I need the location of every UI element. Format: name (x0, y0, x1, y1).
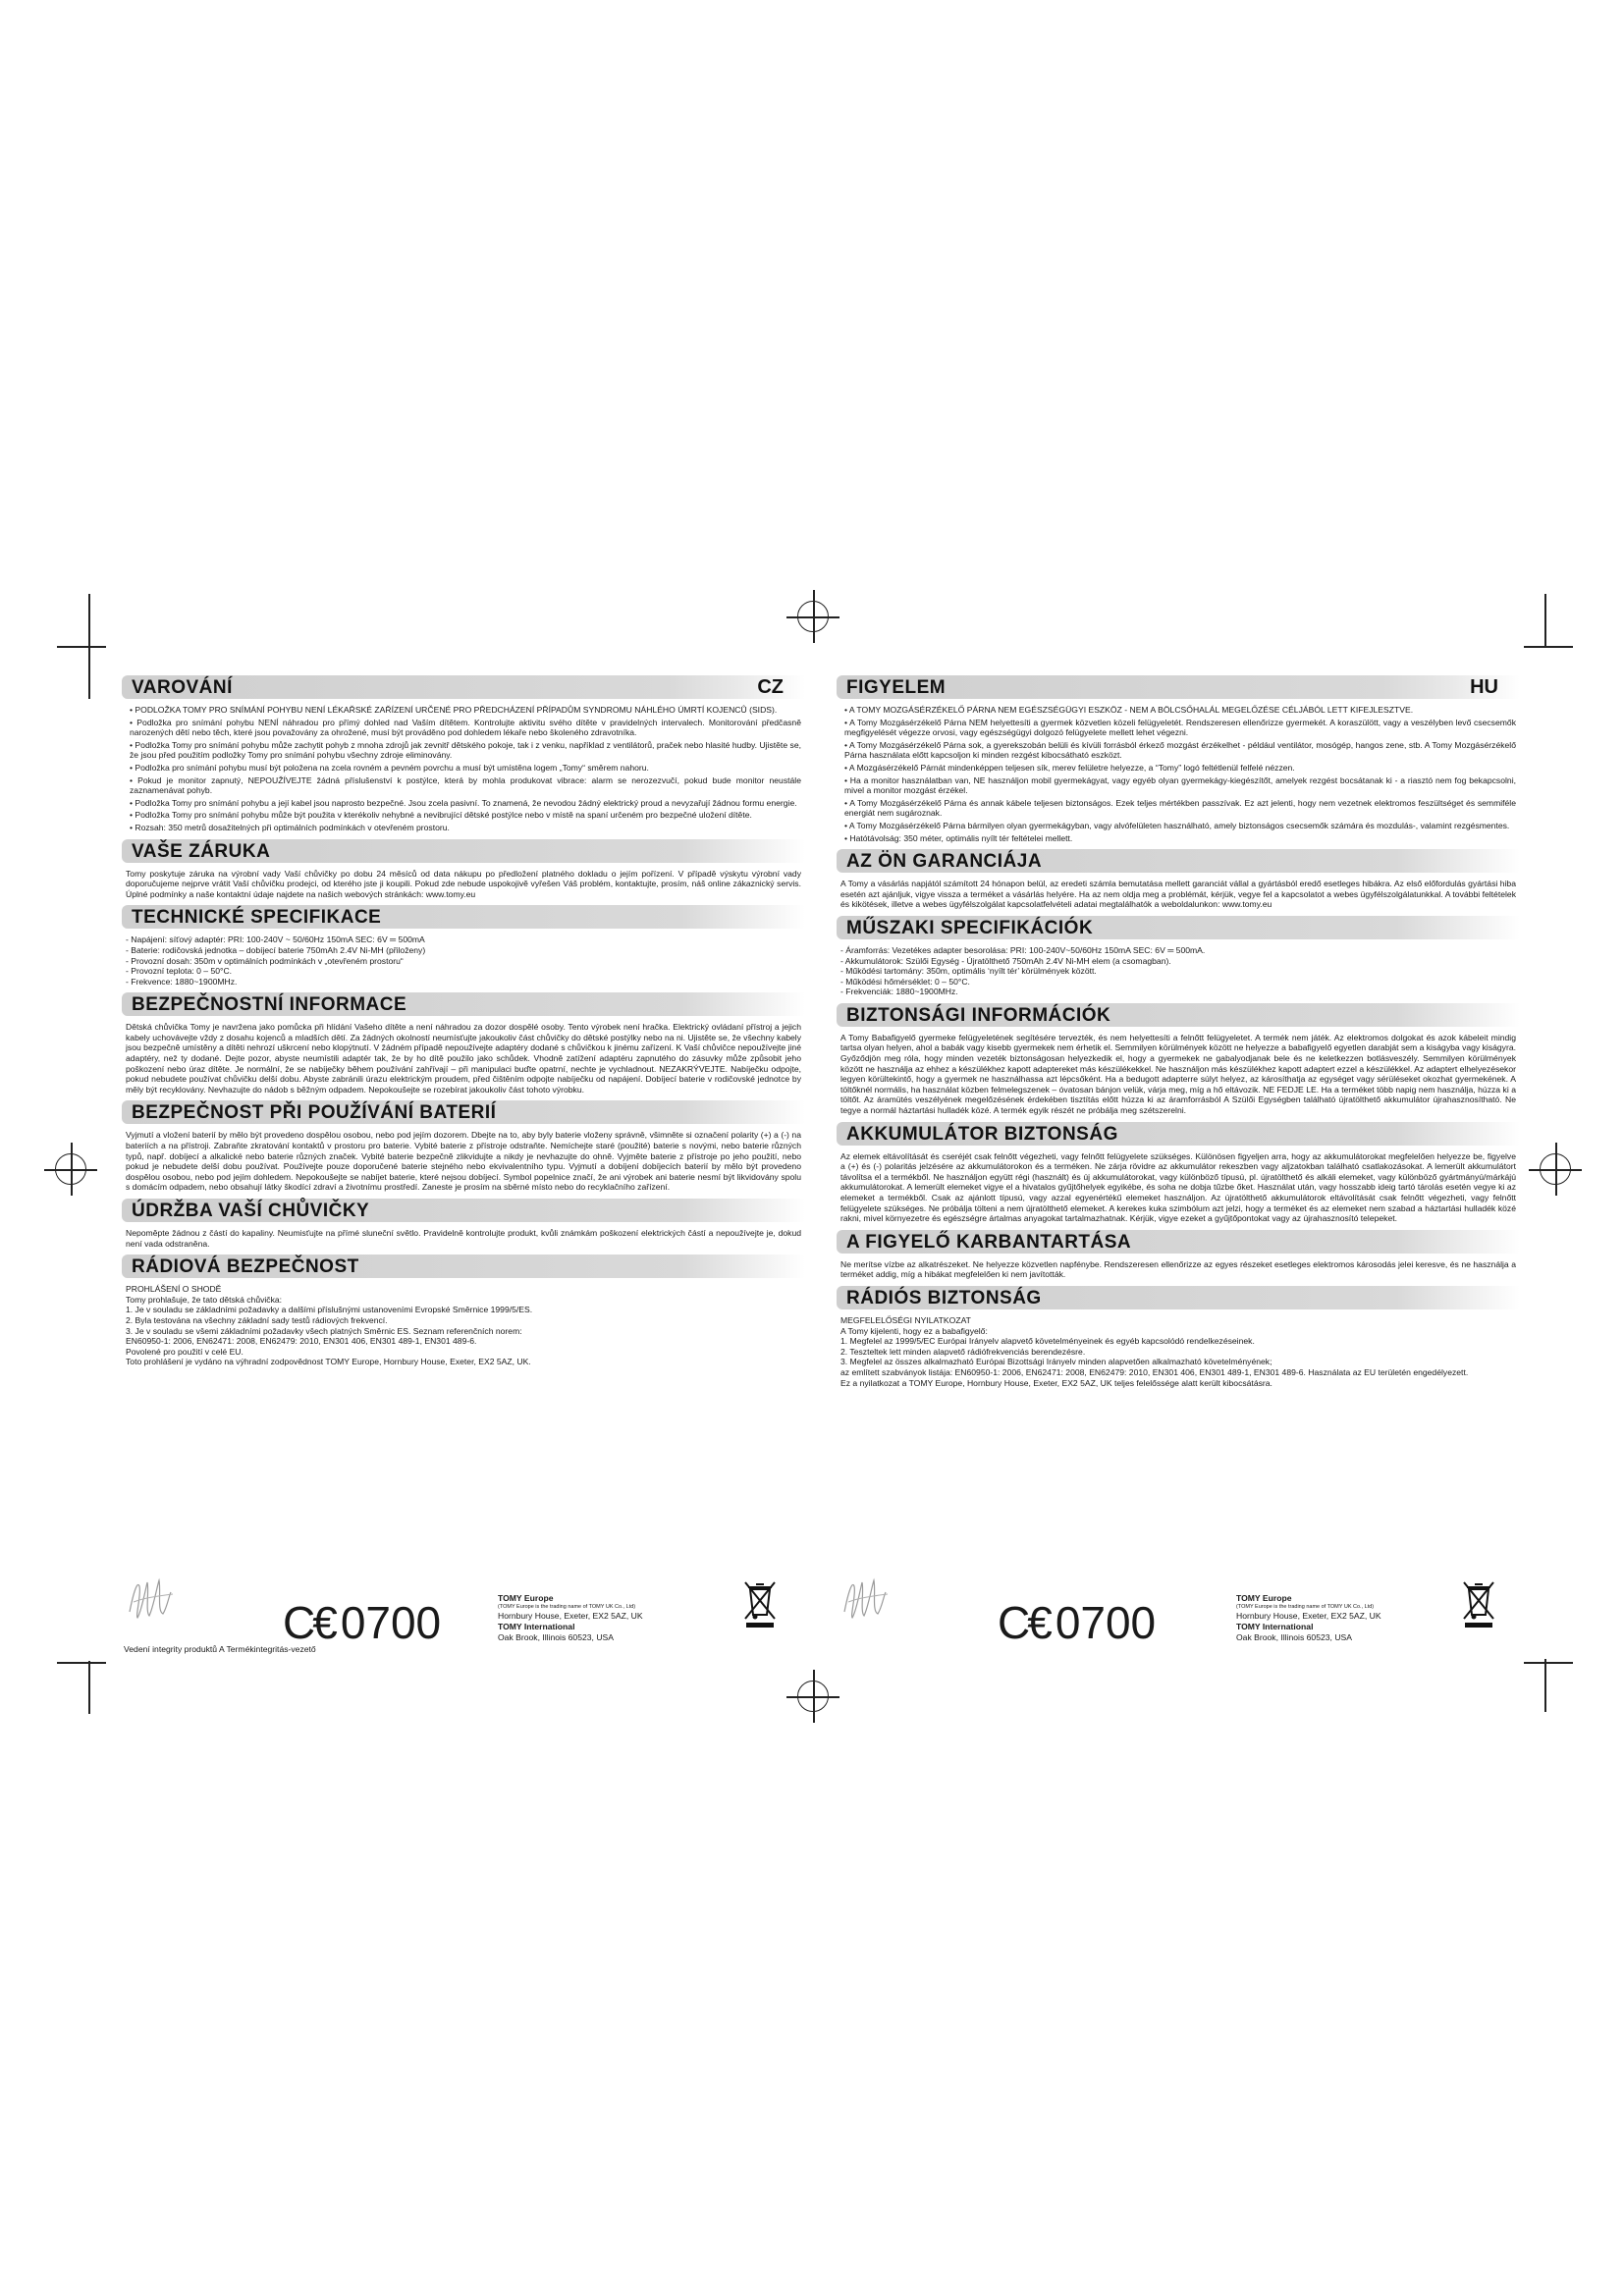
section-header-care (122, 1199, 805, 1222)
spec-line: - Működési hőmérséklet: 0 – 50°C. (840, 976, 970, 987)
declaration-line: A Tomy kijelenti, hogy ez a babafigyelő: (840, 1325, 988, 1336)
section-title: A FIGYELŐ KARBANTARTÁSA (846, 1231, 1132, 1253)
ce-mark (998, 1597, 1157, 1648)
bullet-item: • A Tomy Mozgásérzékelő Párna sok, a gyerekszobán belüli és kívüli forrásból érkező mozgást érzékelhet - például ventilátor, mosógép, hangos zene, stb. A Tomy Mozgásérzékelő Párna használata előtt kapcsoljon ki minden rezgést kibocsátható eszközt. (844, 739, 1516, 761)
declaration-line: az említett szabványok listája: EN60950-1: 2006, EN62471: 2008, EN62479: 2010, EN301 406, EN301 489-1, EN301 489-6. Használata az EU területén engedélyezett. (840, 1366, 1469, 1377)
spec-line: - Provozní dosah: 350m v optimálních podmínkách v „otevřeném prostoru“ (126, 955, 404, 966)
section-header-battery (122, 1100, 805, 1124)
signature-caption: Vedení integrity produktů A Termékintegritás-vezető (124, 1644, 316, 1654)
crop-mark (57, 646, 106, 648)
address-line: Oak Brook, Illinois 60523, USA (1236, 1632, 1352, 1642)
section-header-care (837, 1230, 1520, 1254)
company-address (1236, 1593, 1381, 1643)
section-title: VAROVÁNÍ (132, 677, 233, 698)
section-header-safety (837, 1003, 1520, 1027)
declaration-line: 3. Megfelel az összes alkalmazható Európai Bizottsági Irányelv minden alapvetően alkalmazható követelményének; (840, 1357, 1272, 1367)
spec-line: - Frekvenciák: 1880~1900MHz. (840, 987, 958, 997)
crop-mark (1544, 1659, 1546, 1712)
section-header-radio (837, 1286, 1520, 1309)
address-line: Hornbury House, Exeter, EX2 5AZ, UK (498, 1611, 643, 1621)
notified-body-number: 0700 (1055, 1597, 1157, 1648)
section-body: Nepoměpte žádnou z částí do kapaliny. Neumisťujte na přímé sluneční světlo. Pravidelně kontrolujte produkt, kvůli známkám poškození elektrických částí a nepoužívejte je, dokud není vada odstraněna. (126, 1228, 801, 1249)
declaration-line: Tomy prohlašuje, že tato dětská chůvička: (126, 1294, 283, 1305)
hungarian-footer (837, 1573, 1543, 1661)
company-name: TOMY International (498, 1622, 575, 1631)
section-body: Tomy poskytuje záruka na výrobní vady Vaší chůvičky po dobu 24 měsíců od data nákupu po předložení platného dokladu o jejím pořízení. V případě výskytu výrobní vady doporučujeme nejprve vrátit Vaší chůvičku prodejci, od kterého jste ji koupili. Pokud zde nebude uspokojivě vyřešen Váš problém, kontaktujte, prosím, náš online zákaznický servis. Úplné podmínky a naše kontaktní údaje najdete na našich webových stránkách: www.tomy.eu (126, 868, 801, 899)
notified-body-number: 0700 (340, 1597, 442, 1648)
declaration-line: MEGFELELŐSÉGI NYILATKOZAT (840, 1314, 971, 1325)
bullet-item: • Podložka Tomy pro snímání pohybu a její kabel jsou naprosto bezpečné. Jsou zcela pasivní. To znamená, že nevodou žádný elektrický proud a nevyzařují žádnou formu energie. (130, 797, 797, 808)
crop-mark (88, 594, 90, 647)
section-title: AKKUMULÁTOR BIZTONSÁG (846, 1123, 1118, 1145)
bullet-item: • Rozsah: 350 metrů dosažitelných při optimálních podmínkách v otevřeném prostoru. (130, 822, 450, 832)
declaration-line: 3. Je v souladu se všemi základními požadavky všech platných Směrnic ES. Seznam referenčních norem: (126, 1325, 522, 1336)
registration-mark-icon (797, 601, 829, 632)
ce-symbol: C€ (283, 1597, 335, 1648)
hungarian-column (837, 669, 1520, 1388)
spec-line: - Működési tartomány: 350m, optimális ‘nyílt tér’ körülmények között. (840, 966, 1097, 977)
crop-mark (57, 1662, 106, 1664)
section-header-warranty (122, 839, 805, 863)
crop-mark (1524, 646, 1573, 648)
trading-note: (TOMY Europe is the trading name of TOMY UK Co., Ltd) (498, 1604, 636, 1610)
section-header-safety (122, 992, 805, 1016)
bullet-item: • Podložka pro snímání pohybu musí být položena na zcela rovném a pevném povrchu a musí být umístěna logem „Tomy“ směrem nahoru. (130, 762, 649, 773)
section-body: Vyjmutí a vložení baterií by mělo být provedeno dospělou osobou, nebo pod jejím dozorem. Dbejte na to, aby byly baterie vloženy správně, všimněte si označení polarity (+) a (-) na bateriích a na přístroji. Zabraňte zkratování kontaktů v prostoru pro baterie. Vybité baterie z přístroje odstraňte. Nemíchejte staré (použité) baterie s novými, nebo baterie různých typů, např. dobíjecí a alkalické nebo baterie různých značek. Vybité baterie bezpečně zlikvidujte a nikdy je nevhazujte do ohně. Vyjměte baterie z přístroje po jeho použití, nebo pokud je nebudete delší dobu používat. Používejte pouze doporučené baterie stejného nebo ekvivalentního typu. Vyjmutí a dobíjení dobíjecích baterií by mělo být provedeno dospělou osobou, nebo pod jejím dohledem. Nepokoušejte se nabíjet baterie, které nejsou dobíjecí. Symbol popelnice značí, že ani výrobek ani baterie nesmí být likvidovány spolu s domácím odpadem, nebo obsahují látky škodící zdraví a životnímu prostředí. Zaneste je prosím na sběrné místo nebo do recyklačního zařízení. (126, 1130, 801, 1193)
section-header-warning (122, 675, 805, 699)
declaration-line: 1. Je v souladu se základními požadavky a dalšími příslušnými ustanoveními Evropské Směrnice 1999/5/ES. (126, 1305, 533, 1315)
address-line: Hornbury House, Exeter, EX2 5AZ, UK (1236, 1611, 1381, 1621)
section-body: Az elemek eltávolítását és cseréjét csak felnőtt végezheti, vagy felnőtt felügyelete szükséges. Különösen figyeljen arra, hogy az akkumulátorokat megfelelően helyezze be, figyelve a (+) és (-) polaritás jelzésére az akkumulátorokon és a terméken. Ne zárja rövidre az akkumulátor rekeszben vagy aljzatokban található csatlakozásokat. A lemerült akkumulátort távolítsa el a termékből. Ne használjon együtt régi (használt) és új akkumulátorokat, vagy különböző típusú, pl. újratölthető és alkáli elemeket, vagy különböző gyártmányú/márkájú akkumulátorokat. A lemerült elemeket vigye el a hivatalos gyűjtőhelyek egyikébe, és soha ne dobja tűzbe őket. Használat után, vagy hosszabb ideig tartó tárolás esetén vegye ki az elemeket a termékből. Csak az ajánlott típusú, vagy azzal egyenértékű elemeket használjon. Az újratölthető akkumulátorok eltávolítását csak felnőtt végezheti, vagy felnőtt felügyelete szükséges. Ne próbálja tölteni a nem újratölthető elemeket. A kerekes kuka szimbólum azt jelzi, hogy a terméket és az elemeket nem szabad a háztartási hulladék közé rakni, mivel környezetre és egészségre ártalmas anyagokat tartalmazhatnak. Kérjük, vigye ezeket a gyűjtőpontokat vagy az újrahasznosító telepeket. (840, 1150, 1516, 1224)
section-title: TECHNICKÉ SPECIFIKACE (132, 907, 382, 929)
spec-line: - Akkumulátorok: Szülői Egység - Újratölthető 750mAh 2.4V Ni-MH elem (a csomagban). (840, 955, 1171, 966)
declaration-line: Toto prohlášení je vydáno na výhradní zodpovědnost TOMY Europe, Hornbury House, Exeter, EX2 5AZ, UK. (126, 1357, 531, 1367)
registration-mark-icon (797, 1681, 829, 1712)
czech-footer (122, 1573, 829, 1661)
company-name: TOMY Europe (498, 1593, 554, 1603)
bullet-item: • Podložka Tomy pro snímání pohybu může být použita v kterékoliv nehybné a nevibrující dětské postýlce nebo v místě na spaní určeném pro bezpečné uložení dítěte. (130, 810, 752, 821)
declaration-line: 1. Megfelel az 1999/5/EC Európai Irányelv alapvető követelményeinek és egyéb kapcsolódó rendelkezéseinek. (840, 1336, 1255, 1347)
spec-line: - Frekvence: 1880~1900MHz. (126, 976, 238, 987)
crossed-out-wheelie-bin-icon (1461, 1579, 1496, 1629)
declaration-line: Povolené pro použití v celé EU. (126, 1346, 244, 1357)
registration-mark-icon (55, 1153, 86, 1185)
section-body: Ne merítse vízbe az alkatrészeket. Ne helyezze közvetlen napfénybe. Rendszeresen ellenőrizze az egyes részeket esetleges elektromos károsodás jelei keresve, és ne használja a terméket addig, míg a hibákat megfelelően ki nem javították. (840, 1258, 1516, 1280)
crop-mark (88, 646, 90, 699)
registration-mark-icon (1540, 1153, 1571, 1185)
declaration-line: 2. Byla testována na všechny základní sady testů rádiových frekvencí. (126, 1314, 388, 1325)
bullet-item: • A Tomy Mozgásérzékelő Párna és annak kábele teljesen biztonságos. Ezek teljes mértékben passzívak. Ez azt jelenti, hogy nem vezetnek elektromos feszültséget és semmiféle energiát nem sugároznak. (844, 797, 1516, 819)
spec-line: - Napájení: síťový adaptér: PRI: 100-240V ~ 50/60Hz 150mA SEC: 6V ═ 500mA (126, 934, 425, 945)
declaration-line: EN60950-1: 2006, EN62471: 2008, EN62479: 2010, EN301 406, EN301 489-1, EN301 489-6. (126, 1336, 477, 1347)
section-header-battery (837, 1122, 1520, 1146)
ce-mark (283, 1597, 442, 1648)
ce-symbol: C€ (998, 1597, 1050, 1648)
bullet-item: • PODLOŽKA TOMY PRO SNÍMÁNÍ POHYBU NENÍ LÉKAŘSKÉ ZAŘÍZENÍ URČENÉ PRO PŘEDCHÁZENÍ PŘÍPADŮM SYNDROMU NÁHLÉHO ÚMRTÍ KOJENCŮ (SIDS). (130, 705, 778, 715)
section-title: RÁDIÓS BIZTONSÁG (846, 1287, 1042, 1308)
czech-column (122, 669, 805, 1367)
address-line: Oak Brook, Illinois 60523, USA (498, 1632, 614, 1642)
company-name: TOMY International (1236, 1622, 1314, 1631)
bullet-item: • A Tomy Mozgásérzékelő Párna bármilyen olyan gyermekágyban, vagy alvófelületen használható, amely biztonságos csecsemők számára és mozdulás-, valamint rezgésmentes. (844, 820, 1510, 830)
bullet-item: • Hatótávolság: 350 méter, optimális nyílt tér feltételei mellett. (844, 832, 1073, 843)
section-body: A Tomy Babafigyelő gyermeke felügyeletének segítésére tervezték, és nem helyettesíti a felnőtt felügyeletet. A termék nem játék. Az elektromos dolgokat és azok kábeleit mindig tartsa olyan helyen, ahol a babák vagy kisebb gyermekek nem érhetik el. Semmilyen körülmények között ne helyezze a babafigyelő egyetlen darabját sem a kiságyba vagy kiságyra. Győződjön meg róla, hogy minden vezeték biztonságosan helyezkedik el, hogy a gyermekek ne gabalyodjanak bele és ne keletkezzen botlásveszély. Semmilyen körülmények között ne használja az ehhez a készülékhez kapott adaptereket más készülékekkel. Ne használjon más készülékhez kapott adaptert ezzel a készülékkel. Az adaptert elhelyezésekor legyen körültekintő, hogy a gyermek ne használhassa azt lépcsőként. Ha a bedugott adapterre súlyt helyez, az károsíthatja az egységet vagy sérüléseket okozhat gyermekének. A töltőknél normális, ha használat közben felmelegszenek – óvatosan bánjon velük, várja meg, míg a hő eltávozik. NE FEDJE LE. Ha a terméket több napig nem használja, húzza ki a töltőt. Az áramütés veszélyének megelőzésének érdekében tisztítás előtt húzza ki az áramforrásból A Szülői Egységben található újratölthető akkumulátor újrahasznosítható. Ne tegye a normál háztartási hulladék közé. A termék egyik részét ne próbálja meg szétszerelni. (840, 1032, 1516, 1116)
company-name: TOMY Europe (1236, 1593, 1292, 1603)
section-header-radio (122, 1255, 805, 1278)
spec-line: - Provozní teplota: 0 – 50°C. (126, 966, 233, 977)
bullet-item: • Podložka pro snímání pohybu NENÍ náhradou pro přímý dohled nad Vaším dítětem. Kontrolujte aktivitu svého dítěte v pravidelných intervalech. Monitorování předčasně narozených dětí nebo těch, které jsou považovány za ohrožené, musí být prováděno pod dohledem lékaře nebo školeného zdravotníka. (130, 717, 801, 738)
section-title: VAŠE ZÁRUKA (132, 840, 271, 862)
crop-mark (1524, 1662, 1573, 1664)
section-title: ÚDRŽBA VAŠÍ CHŮVIČKY (132, 1201, 370, 1221)
section-title: MŰSZAKI SPECIFIKÁCIÓK (846, 917, 1094, 938)
bullet-item: • A Mozgásérzékelő Párnát mindenképpen teljesen sík, merev felületre helyezze, a “Tomy” logó feltétlenül felfelé nézzen. (844, 762, 1295, 773)
section-header-specs (837, 916, 1520, 939)
section-header-specs (122, 905, 805, 929)
section-title: RÁDIOVÁ BEZPEČNOST (132, 1256, 359, 1278)
bullet-item: • A TOMY MOZGÁSÉRZÉKELŐ PÁRNA NEM EGÉSZSÉGÜGYI ESZKÖZ - NEM A BÖLCSŐHALÁL MEGELŐZÉSE CÉLJÁBÓL LETT KIFEJLESZTVE. (844, 705, 1414, 715)
declaration-line: Ez a nyilatkozat a TOMY Europe, Hornbury House, Exeter, EX2 5AZ, UK teljes felelőssége alatt került kibocsátásra. (840, 1377, 1272, 1388)
company-address (498, 1593, 643, 1643)
spec-line: - Áramforrás: Vezetékes adapter besorolása: PRI: 100-240V~50/60Hz 150mA SEC: 6V ═ 500mA. (840, 944, 1206, 955)
section-title: BEZPEČNOST PŘI POUŽÍVÁNÍ BATERIÍ (132, 1102, 497, 1124)
bullet-item: • Podložka Tomy pro snímání pohybu může zachytit pohyb z mnoha zdrojů jak zevnitř dětského pokoje, tak i z venku, například z ventilátorů, praček nebo hlasité hudby. Ujistěte se, že jsou před použitím podložky Tomy pro snímání pohybu všechny zdroje eliminovány. (130, 739, 801, 761)
section-body: Dětská chůvička Tomy je navržena jako pomůcka při hlídání Vašeho dítěte a není náhradou za dozor dospělé osoby. Tento výrobek není hračka. Elektrický ovládaní přístroj a jejich kabely uchovávejte vždy z dosahu kojenců a mladších dětí. Za žádných okolností neumísťujte jakoukoliv část chůvičky do dětské postýlky nebo na ni. Ujistěte se, že všechny kabely jsou bezpečně umístěny a dítěti nehrozí uškrcení nebo klopýtnutí. V žádném případě nepoužívejte adaptéry dodané s chůvičkou k jinému zařízení. K Vaší chůvičce nepoužívejte jiné adaptéry, než ty dodané. Dejte pozor, abyste neumístili adaptér tak, že by ho dítě použilo jako schůdek. Vhodně zatížení adaptéru zapnutého do zásuvky může způsobit jeho poškození nebo úraz dítěte. Je normální, že se nabíječky během používání zahřívají – při manipulaci buďte opatrní, nechte je vychladnout. NEZAKRÝVEJTE. Nabíječku odpojte, pokud nebudete používat chůvičku delší dobu. Abyste zabránili úrazu elektrickým proudem, před čištěním odpojte nabíječku od napájení. Dobíjecí baterie v rodičovské jednotce by měly být recyklovány. Nevhazujte do nádob s běžným odpadem. Nepokoušejte se rozebírat jakoukoliv část tohoto výrobku. (126, 1022, 801, 1095)
bullet-item: • Pokud je monitor zapnutý, NEPOUŽÍVEJTE žádná příslušenství k postýlce, která by mohla produkovat vibrace: alarm se nerozezvučí, pokud bude monitor neustále zaznamenávat pohyb. (130, 774, 801, 796)
section-title: BIZTONSÁGI INFORMÁCIÓK (846, 1004, 1111, 1026)
declaration-line: PROHLÁŠENÍ O SHODĚ (126, 1284, 222, 1295)
bullet-item: • Ha a monitor használatban van, NE használjon mobil gyermekágyat, vagy egyéb olyan gyermekágy-kiegészítőt, amelyek rezgést bocsátanak ki - a riasztó nem fog bekapcsolni, mivel a monitor mozgást érzékel. (844, 774, 1516, 796)
signature-icon (124, 1573, 183, 1629)
section-header-warranty (837, 849, 1520, 873)
bullet-item: • A Tomy Mozgásérzékelő Párna NEM helyettesíti a gyermek közvetlen közeli felügyeletét. Rendszeresen ellenőrizze gyermekét. A koraszülött, vagy a veszélyben levő csecsemők megfigyelését végezze orvosi, vagy egészségügyi dolgozó felügyelete mellett lehet végezni. (844, 717, 1516, 738)
declaration-line: 2. Teszteltek lett minden alapvető rádiófrekvenciás berendezésre. (840, 1346, 1086, 1357)
trading-note: (TOMY Europe is the trading name of TOMY UK Co., Ltd) (1236, 1604, 1375, 1610)
section-body: A Tomy a vásárlás napjától számított 24 hónapon belül, az eredeti számla bemutatása mellett garanciát vállal a gyártásból eredő esetleges hibákra. Az első előfordulás gyártási hiba esetén azt ajánljuk, vigye vissza a terméket a vásárlás helyére. Ha az nem oldja meg a problémát, kérjük, vegye fel a kapcsolatot a webes ügyfélszolgálatunkkal. A további feltételek és kikötések, illetve a webes ügyfélszolgálat kapcsolatfelvételi adatai megtalálhatók a weboldalunkon: www.tomy.eu (840, 879, 1516, 910)
section-title: AZ ÖN GARANCIÁJA (846, 851, 1043, 873)
section-title: FIGYELEM (846, 677, 947, 698)
spec-line: - Baterie: rodičovská jednotka – dobíjecí baterie 750mAh 2.4V Ni-MH (přiloženy) (126, 944, 426, 955)
section-header-warning (837, 675, 1520, 699)
crop-mark (88, 1661, 90, 1714)
crossed-out-wheelie-bin-icon (742, 1579, 778, 1629)
crop-mark (1544, 594, 1546, 647)
signature-icon (839, 1573, 897, 1629)
section-title: BEZPEČNOSTNÍ INFORMACE (132, 994, 407, 1016)
language-code: HU (1470, 676, 1498, 698)
language-code: CZ (757, 676, 784, 698)
